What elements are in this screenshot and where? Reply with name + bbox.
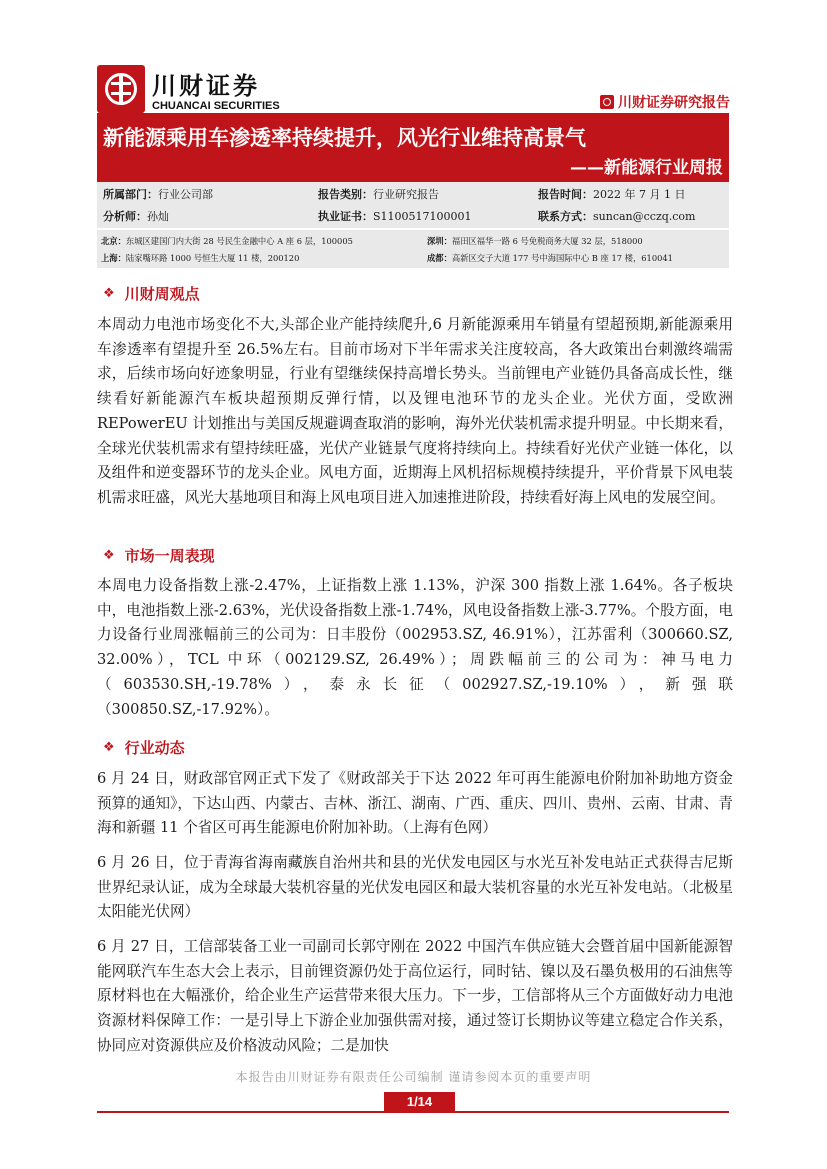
section-heading-market: [103, 545, 215, 566]
cert-value: S1100517100001: [373, 210, 472, 223]
shanghai-label: 上海：: [101, 253, 126, 263]
report-tag-text: 川财证券研究报告: [618, 95, 730, 111]
logo-mini-icon: [600, 95, 614, 109]
beijing-address: 东城区建国门内大街 28 号民生金融中心 A 座 6 层，100005: [125, 236, 353, 246]
dept-value: 行业公司部: [158, 188, 213, 201]
footer-rule: [97, 1111, 729, 1113]
shanghai-address: 陆家嘴环路 1000 号恒生大厦 11 楼，200120: [125, 253, 300, 263]
shenzhen-label: 深圳：: [427, 236, 452, 246]
industry-news-item: 6 月 27 日，工信部装备工业一司副司长郭守刚在 2022 中国汽车供应链大会暨首届中国新能源智能网联汽车生态大会上表示，目前锂资源仍处于高位运行，同时钴、镍以及石墨负极用的石油焦等原材料也在大幅涨价，给企业生产运营带来很大压力。下一步，工信部将从三个方面做好动力电池资源材料保障工作：一是引导上下游企业加强供需对接，通过签订长期协议等建立稳定合作关系，协同应对资源供应及价格波动风险；二是加快: [97, 938, 733, 1054]
analyst-value: 孙灿: [147, 210, 169, 223]
view-paragraph: 本周动力电池市场变化不大,头部企业产能持续爬升,6 月新能源乘用车销量有望超预期,新能源乘用车渗透率有望提升至 26.5%左右。目前市场对下半年需求关注度较高，各大政策出台刺激终端需求，后续市场向好迹象明显，行业有望继续保持高增长势头。当前锂电产业链仍具备高成长性，继续看好新能源汽车板块超预期反弹行情，以及锂电池环节的龙头企业。光伏方面，受欧洲 REPowerEU 计划推出与美国反规避调查取消的影响，海外光伏装机需求提升明显。中长期来看，全球光伏装机需求有望持续旺盛，光伏产业链景气度将持续向上。持续看好光伏产业链一体化，以及组件和逆变器环节的龙头企业。风电方面，近期海上风机招标规模持续提升，平价背景下风电装机需求旺盛，风光大基地项目和海上风电项目进入加速推进阶段，持续看好海上风电的发展空间。: [97, 316, 733, 506]
report-tag: [600, 92, 730, 112]
contact-value: suncan@cczq.com: [593, 210, 696, 223]
chengdu-label: 成都：: [427, 253, 452, 263]
report-info-table: [97, 182, 729, 228]
type-value: 行业研究报告: [373, 188, 439, 201]
time-value: 2022 年 7 月 1 日: [593, 188, 686, 201]
industry-news-item: 6 月 24 日，财政部官网正式下发了《财政部关于下达 2022 年可再生能源电价附加补助地方资金预算的通知》，下达山西、内蒙古、吉林、浙江、湖南、广西、重庆、四川、贵州、云南、甘肃、青海和新疆 11 个省区可再生能源电价附加补助。（上海有色网）: [97, 770, 733, 837]
industry-news-item: 6 月 26 日，位于青海省海南藏族自治州共和县的光伏发电园区与水光互补发电站正式获得吉尼斯世界纪录认证，成为全球最大装机容量的光伏发电园区和最大装机容量的水光互补发电站。（北极星太阳能光伏网）: [97, 854, 733, 921]
contact-label: 联系方式：: [538, 210, 593, 223]
section-heading-text: 行业动态: [124, 739, 185, 757]
market-paragraph: 本周电力设备指数上涨-2.47%，上证指数上涨 1.13%，沪深 300 指数上涨 1.64%。各子板块中，电池指数上涨-2.63%，光伏设备指数上涨-1.74%，风电设备指数上涨-3.77%。个股方面，电力设备行业周涨幅前三的公司为：日丰股份（002953.SZ, 46.91%），江苏雷利（300660.SZ, 32.00%），TCL 中环（002129.SZ, 26.49%）；周跌幅前三的公司为：神马电力（603530.SH,-19.78%），泰永长征（002927.SZ,-19.10%），新强联（300850.SZ,-17.92%）。: [97, 577, 733, 718]
dept-label: 所属部门：: [103, 188, 158, 201]
shenzhen-address: 福田区福华一路 6 号免税商务大厦 32 层，518000: [451, 236, 643, 246]
brand-name-en: CHUANCAI SECURITIES: [152, 100, 280, 112]
section-heading-text: 市场一周表现: [124, 547, 215, 565]
type-label: 报告类别：: [318, 188, 373, 201]
diamond-bullet-icon: ❖: [103, 286, 115, 301]
cert-label: 执业证书：: [318, 210, 373, 223]
page-number: 1/14: [384, 1092, 455, 1112]
analyst-label: 分析师：: [103, 210, 147, 223]
footer-disclaimer: 本报告由川财证券有限责任公司编制 谨请参阅本页的重要声明: [235, 1070, 592, 1084]
company-logo: [97, 65, 145, 113]
beijing-label: 北京：: [101, 236, 126, 246]
report-subtitle: ——新能源行业周报: [570, 158, 723, 178]
section-heading-view: [103, 283, 200, 304]
diamond-bullet-icon: ❖: [103, 740, 115, 755]
office-addresses: [97, 230, 729, 268]
section-heading-industry: [103, 737, 185, 758]
brand-name-cn: 川财证券: [152, 72, 260, 100]
section-heading-text: 川财周观点: [124, 285, 200, 303]
time-label: 报告时间：: [538, 188, 593, 201]
chengdu-address: 高新区交子大道 177 号中海国际中心 B 座 17 楼，610041: [451, 253, 673, 263]
report-title: 新能源乘用车渗透率持续提升，风光行业维持高景气: [103, 126, 586, 150]
diamond-bullet-icon: ❖: [103, 548, 115, 563]
